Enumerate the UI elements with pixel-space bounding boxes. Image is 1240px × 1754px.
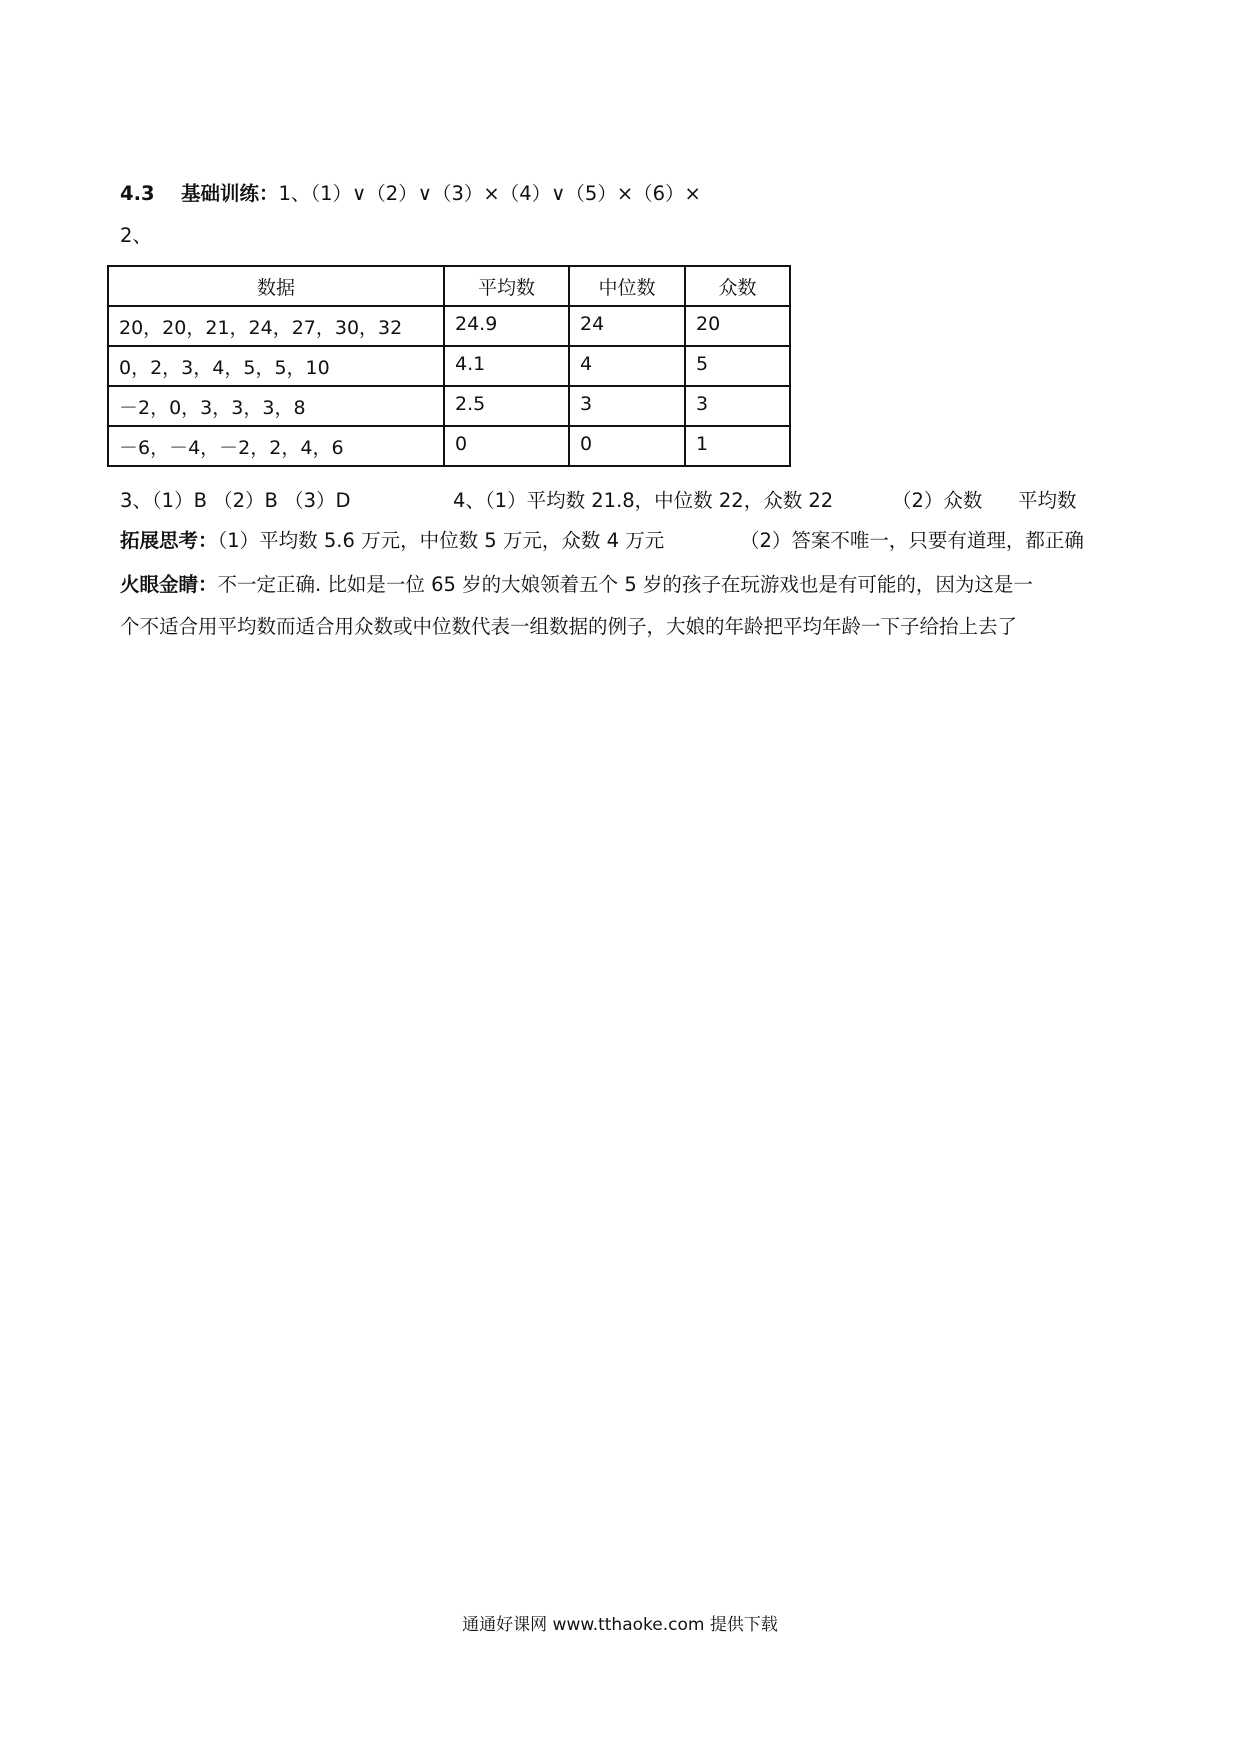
table-row <box>108 346 790 386</box>
table-cell: 2.5 <box>444 386 569 426</box>
table-cell: 3 <box>569 386 685 426</box>
q2-label: 2、 <box>120 224 152 247</box>
extension-part1: （1）平均数 5.6 万元，中位数 5 万元，众数 4 万元 <box>217 529 665 552</box>
table-cell: 5 <box>685 346 790 386</box>
table-cell: 20，20，21，24，27，30，32 <box>108 306 444 346</box>
sharp-eye-label: 火眼金睛： <box>120 573 218 596</box>
q4-part2a: （2）众数 <box>892 489 983 512</box>
table-row <box>108 426 790 466</box>
table-cell: 0 <box>569 426 685 466</box>
table-cell: 0，2，3，4，5，5，10 <box>108 346 444 386</box>
section-heading-line <box>120 180 701 208</box>
q3-answers: 3、（1）B （2）B （3）D <box>120 489 351 512</box>
section-number: 4.3 <box>120 182 155 205</box>
table-cell: 0 <box>444 426 569 466</box>
table-cell: －6，－4，－2，2，4，6 <box>108 426 444 466</box>
table-header-cell: 平均数 <box>444 266 569 306</box>
q4-part1: 4、（1）平均数 21.8，中位数 22，众数 22 <box>453 489 834 512</box>
q3-q4-line <box>120 487 1120 515</box>
table-cell: 4.1 <box>444 346 569 386</box>
table-cell: 1 <box>685 426 790 466</box>
sharp-eye-line-1 <box>120 571 1033 599</box>
section-label: 基础训练： <box>180 182 279 205</box>
table-cell: 3 <box>685 386 790 426</box>
table-header-cell: 众数 <box>685 266 790 306</box>
table-cell: 24 <box>569 306 685 346</box>
q4-part2b: 平均数 <box>1018 489 1077 512</box>
table-cell: 4 <box>569 346 685 386</box>
page-footer: 通通好课网 www.tthaoke.com 提供下载 <box>462 1615 778 1635</box>
sharp-eye-line-2: 个不适合用平均数而适合用众数或中位数代表一组数据的例子，大娘的年龄把平均年龄一下子给抬上去了 <box>120 615 1018 638</box>
q1-answers: 1、（1）∨（2）∨（3）×（4）∨（5）×（6）× <box>278 182 701 205</box>
table-row <box>108 306 790 346</box>
extension-line <box>120 527 1120 555</box>
sharp-eye-text-1: 不一定正确. 比如是一位 65 岁的大娘领着五个 5 岁的孩子在玩游戏也是有可能的，因为这是一 <box>217 573 1033 596</box>
table-header-cell: 数据 <box>108 266 444 306</box>
table-header-row <box>108 266 790 306</box>
extension-part2: （2）答案不唯一，只要有道理，都正确 <box>740 529 1084 552</box>
table-row <box>108 386 790 426</box>
table-cell: 24.9 <box>444 306 569 346</box>
extension-label: 拓展思考： <box>120 529 218 552</box>
statistics-table <box>107 265 791 467</box>
table-cell: －2，0，3，3，3，8 <box>108 386 444 426</box>
table-header-cell: 中位数 <box>569 266 685 306</box>
table-cell: 20 <box>685 306 790 346</box>
